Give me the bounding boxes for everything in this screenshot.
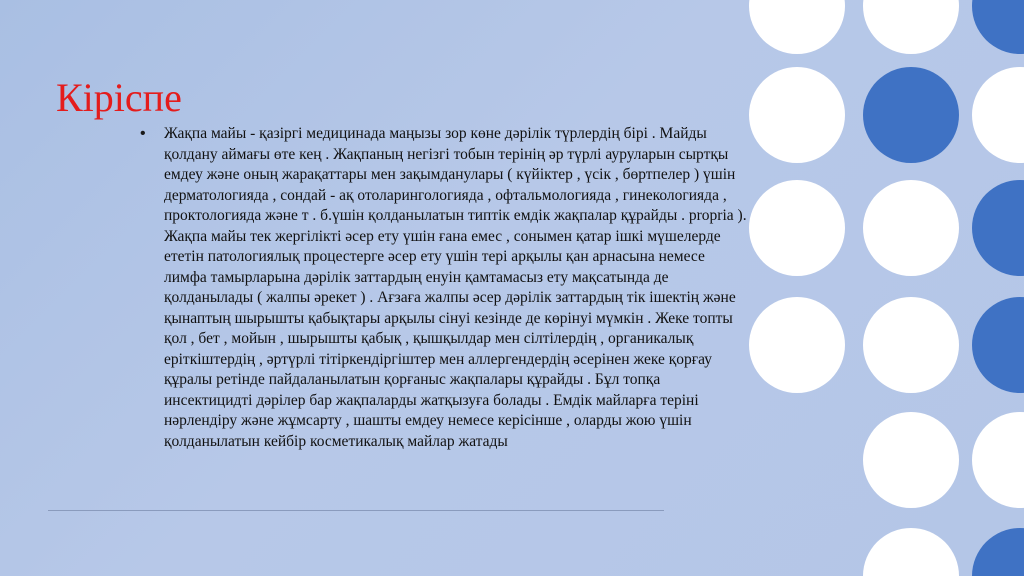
bullet-text: Жақпа майы - қазіргі медицинада маңызы зор көне дәрілік түрлердің бірі . Майды қолдану аймағы өте кең . Жақпаның негізгі тобын терінің әр түрлі ауруларын сыртқы емдеу және оның жарақаттары мен зақымданулары ( күйіктер , үсік , бөртпелер ) үшін дерматологияда , сондай - ақ отоларингологияда , офтальмологияда , гинекологияда , проктологияда және т . б.үшін қолданылатын типтік емдік жақпалар құрайды . prорrіа ). Жақпа майы тек жергілікті әсер ету үшін ғана емес , сонымен қатар ішкі мүшелерде ететін патологиялық процестерге әсер ету үшін тері арқылы қан арнасына немесе лимфа тамырларына дәрілік заттардың енуін қамтамасыз ету мақсатында де қолданылады ( жалпы әрекет ) . Ағзаға жалпы әсер дәрілік заттардың тік ішектің және қынаптың шырышты қабықтары арқылы сінуі кезінде де көрінуі мүмкін . Жеке топты қол , бет , мойын , шырышты қабық , қышқылдар мен сілтілердің , органикалық еріткіштердің , әртүрлі тітіркендіргіштер мен аллергендердің әсерінен жеке қорғау құралы ретінде пайдаланылатын қорғаныс жақпалары құрайды . Бұл топқа инсектицидті дәрілер бар жақпаларды жатқызуға болады . Емдік майларға теріні нәрлендіру және жұмсарту , шашты емдеу немесе керісінше , оларды жою үшін қолданылатын кейбір косметикалық майлар жатады <box>164 125 747 450</box>
decor-circle-white-8 <box>863 297 959 393</box>
decor-circle-white-7 <box>749 297 845 393</box>
decor-circle-white-6 <box>863 180 959 276</box>
decor-circle-white-10 <box>972 412 1024 508</box>
decor-circle-blue-5 <box>972 528 1024 576</box>
decor-circle-white-1 <box>749 0 845 54</box>
decor-circle-white-5 <box>749 180 845 276</box>
decor-circle-white-9 <box>863 412 959 508</box>
bullet-item <box>140 124 750 452</box>
decor-circle-white-4 <box>972 67 1024 163</box>
decor-circle-blue-3 <box>972 180 1024 276</box>
bullet-icon: • <box>140 125 146 142</box>
decor-circle-blue-1 <box>972 0 1024 54</box>
decor-circle-blue-4 <box>972 297 1024 393</box>
decor-circle-blue-2 <box>863 67 959 163</box>
decor-circle-white-2 <box>863 0 959 54</box>
decor-circle-white-11 <box>863 528 959 576</box>
slide-body <box>140 124 750 452</box>
slide-title: Кіріспе <box>56 75 182 120</box>
divider-line <box>48 510 664 511</box>
decor-circle-white-3 <box>749 67 845 163</box>
